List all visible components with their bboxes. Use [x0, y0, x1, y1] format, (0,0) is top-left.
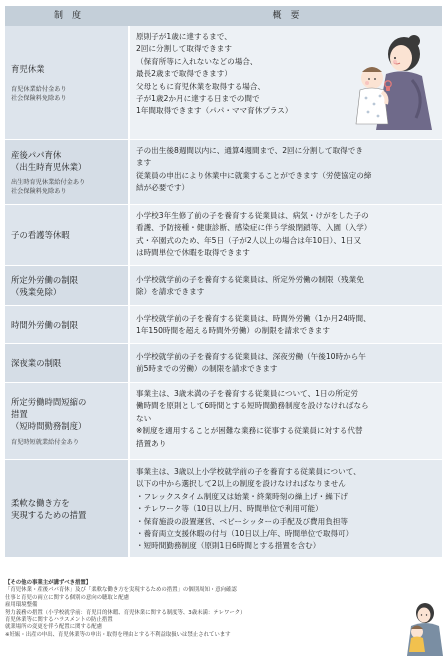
- system-name: 子の看護等休暇: [11, 230, 70, 240]
- overview-line: 小学校3年生修了前の子を養育する従業員は、病気・けがをした子の: [136, 211, 369, 220]
- system-name: 措置: [11, 408, 28, 419]
- table-row: [5, 140, 442, 205]
- overview-line: 原則子が1歳に達するまで、: [136, 32, 232, 41]
- overview-line: 小学校就学前の子を養育する従業員は、所定外労働の制限（残業免: [136, 275, 364, 284]
- parent-with-baby-illustration: [342, 32, 438, 130]
- overview-cell: [130, 344, 442, 382]
- overview-line: 小学校就学前の子を養育する従業員は、時間外労働（1か月24時間、: [136, 314, 371, 323]
- overview-line: 2回に分割して取得できます: [136, 44, 232, 54]
- overview-line: ない: [136, 413, 152, 423]
- overview-line: 措置あり: [136, 438, 167, 448]
- overview-line: 働時間を原則として6時間とする短時間勤務制度を設けなければなら: [136, 401, 369, 411]
- other-measures-line: 就業場所の変更を伴う配置に関する配慮: [5, 624, 103, 631]
- parent-holding-child-illustration: [403, 602, 445, 656]
- system-cell: [5, 140, 130, 204]
- header-overview: 概 要: [272, 11, 300, 21]
- table-row: [5, 266, 442, 306]
- table-row: [5, 383, 442, 460]
- overview-line: 1年間取得できます（パパ・ママ育休プラス）: [136, 106, 293, 116]
- table-row: [5, 26, 442, 140]
- overview-line: 最長2歳まで取得できます）: [136, 69, 232, 79]
- overview-line: は時間単位で休暇を取得できます: [136, 248, 250, 258]
- header-system: 制 度: [53, 11, 81, 21]
- other-measures-line: 「育児休業・産後パパ育休」及び「柔軟な働き方を実現するための措置」の個別周知・意向確認: [5, 587, 237, 594]
- system-name: （残業免除）: [11, 286, 62, 297]
- system-name: 柔軟な働き方を: [11, 497, 70, 508]
- overview-cell: [130, 266, 442, 305]
- system-cell: [5, 26, 130, 139]
- table-row: [5, 344, 442, 383]
- system-name: （短時間勤務制度）: [11, 420, 87, 431]
- overview-line: 事業主は、3歳未満の子を養育する従業員について、1日の所定労: [136, 389, 358, 398]
- system-name: 産後パパ育休: [11, 149, 62, 160]
- overview-line: 小学校就学前の子を養育する従業員は、深夜労働（午後10時から午: [136, 352, 366, 361]
- overview-line: ・養育両立支援休暇の付与（10日以上/年、時間単位で取得可）: [136, 529, 354, 539]
- overview-line: ・フレックスタイム制度又は始業・終業時刻の繰上げ・繰下げ: [136, 491, 349, 501]
- other-measures-line: 仕事と育児の両立に関する個別の意向の聴取と配慮: [5, 594, 129, 601]
- benefit-note: 社会保険料免除あり: [11, 187, 67, 195]
- benefit-note: 育児時短就業給付金あり: [11, 438, 80, 446]
- system-name: （出生時育児休業）: [11, 161, 87, 172]
- other-measures-title: 【その他の事業主が講ずべき措置】: [5, 580, 92, 586]
- overview-line: ・短時間勤務制度（原則1日6時間とする措置を含む）: [136, 541, 321, 551]
- other-measures-note: [5, 580, 403, 639]
- overview-line: 子の出生後8週間以内に、通算4週間まで、2回に分割して取得でき: [136, 146, 363, 155]
- system-name: 時間外労働の制限: [11, 319, 78, 330]
- table-row: [5, 205, 442, 266]
- system-name: 深夜業の制限: [11, 358, 62, 368]
- table-header: [5, 6, 442, 26]
- overview-cell: [130, 460, 442, 557]
- overview-line: 以下の中から選択して2以上の制度を設けなければなりません: [136, 479, 346, 489]
- overview-line: 事業主は、3歳以上小学校就学前の子を養育する従業員について、: [136, 467, 361, 476]
- table-row: [5, 460, 442, 558]
- other-measures-line: 育児休業等に関するハラスメントの防止措置: [5, 617, 113, 624]
- system-name: 所定外労働の制限: [11, 274, 78, 285]
- overview-line: ます: [136, 158, 152, 168]
- overview-line: 父母ともに育児休業を取得する場合、: [136, 81, 266, 91]
- system-name: 所定労働時間短縮の: [11, 396, 87, 407]
- system-cell: [5, 460, 130, 557]
- overview-line: 1年150時間を超える時間外労働）の制限を請求できます: [136, 326, 330, 336]
- overview-line: 除）を請求できます: [136, 287, 205, 297]
- system-cell: [5, 383, 130, 459]
- overview-line: ・テレワーク等（10日以上/月、時間単位で利用可能）: [136, 504, 323, 514]
- other-measures-line: 雇用環境整備: [5, 602, 38, 609]
- overview-cell: [130, 383, 442, 459]
- overview-line: 式・卒園式のため、年5日（子が2人以上の場合は年10日）、1日又: [136, 235, 362, 245]
- overview-cell: [130, 205, 442, 265]
- overview-cell: [130, 306, 442, 343]
- overview-line: 看護、予防接種・健康診断、感染症に伴う学級閉鎖等、入園（入学）: [136, 223, 372, 233]
- system-cell: [5, 344, 130, 382]
- overview-line: （保育所等に入れないなどの場合、: [136, 56, 258, 66]
- overview-line: ・保育施設の設置運営、ベビーシッターの手配及び費用負担等: [136, 516, 349, 526]
- overview-line: 子が1歳2か月に達する日までの間で: [136, 94, 260, 104]
- system-name: 実現するための措置: [11, 509, 87, 520]
- system-name: 育児休業: [11, 63, 45, 74]
- overview-cell: [130, 26, 442, 139]
- system-cell: [5, 205, 130, 265]
- benefit-note: 育児休業給付金あり: [11, 85, 67, 93]
- system-cell: [5, 306, 130, 343]
- overview-line: 前5時までの労働）の制限を請求できます: [136, 364, 278, 374]
- overview-line: 結が必要です）: [136, 183, 190, 193]
- table-row: [5, 306, 442, 344]
- benefit-note: 出生時育児休業給付金あり: [11, 178, 86, 186]
- other-measures-line: ※妊娠・出産の申出、育児休業等の申出・取得を理由とする不利益取扱いは禁止されています: [5, 631, 231, 638]
- system-cell: [5, 266, 130, 305]
- other-measures-line: 努力義務の措置（小学校就学前：育児目的休暇、育児休業に関する制度等、3歳未満：テレワーク）: [5, 609, 246, 616]
- overview-line: ※制度を適用することが困難な業務に従事する従業員に対する代替: [136, 426, 363, 436]
- overview-cell: [130, 140, 442, 204]
- overview-line: 従業員の申出により休業中に就業することができます（労使協定の締: [136, 170, 372, 180]
- benefit-note: 社会保険料免除あり: [11, 94, 67, 102]
- childcare-support-table: [5, 6, 442, 558]
